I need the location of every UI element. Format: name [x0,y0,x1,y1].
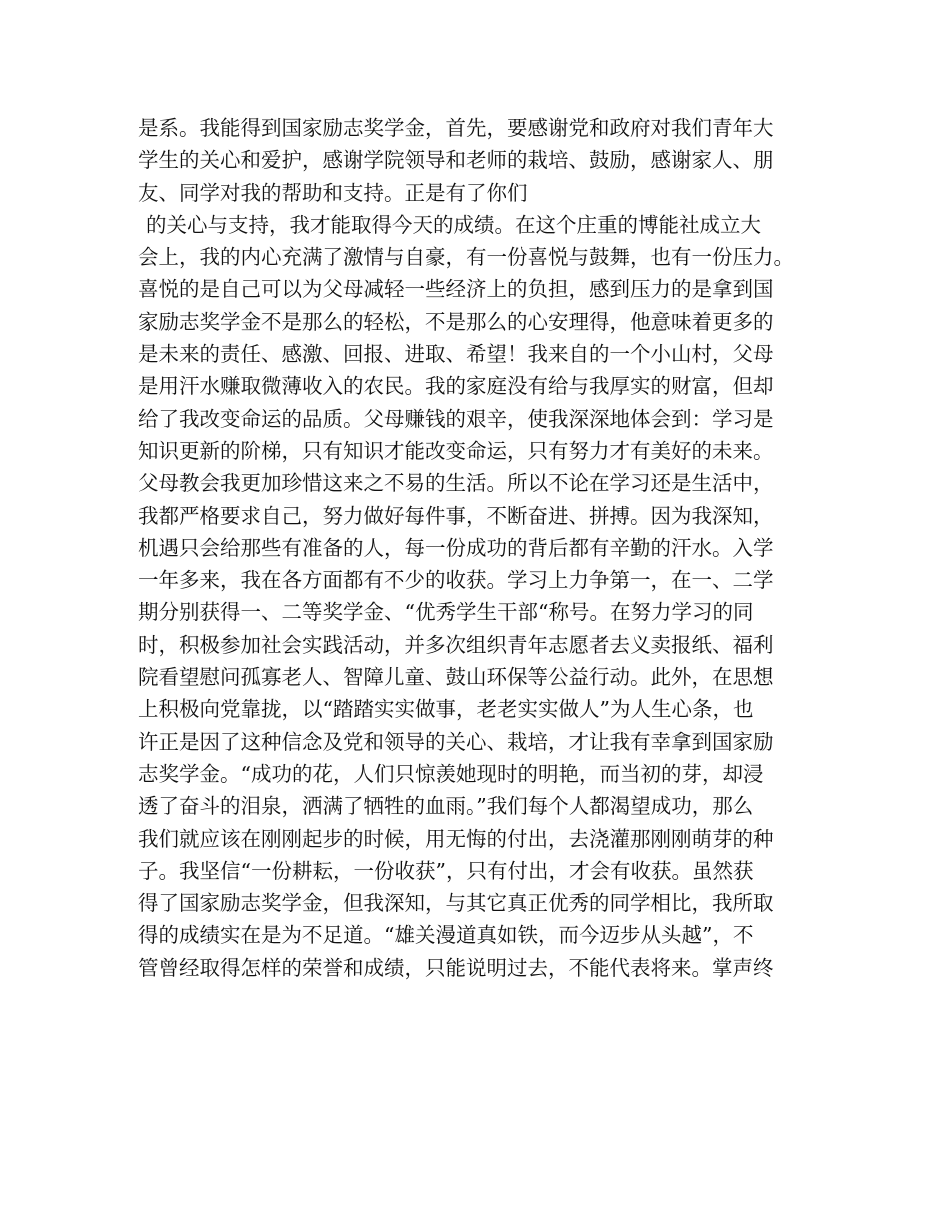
text-line: 许正是因了这种信念及党和领导的关心、栽培，才让我有幸拿到国家励 [138,729,774,754]
text-line: 友、同学对我的帮助和支持。正是有了你们 [138,180,528,205]
text-line: 给了我改变命运的品质。父母赚钱的艰辛，使我深深地体会到：学习是 [138,406,774,431]
text-line: 透了奋斗的泪泉，洒满了牺牲的血雨。”我们每个人都渴望成功，那么 [138,794,754,819]
text-line: 志奖学金。“成功的花，人们只惊羡她现时的明艳，而当初的芽，却浸 [138,761,764,786]
text-line: 我都严格要求自己，努力做好每件事，不断奋进、拼搏。因为我深知， [138,503,774,528]
text-line: 我们就应该在刚刚起步的时候，用无悔的付出，去浇灌那刚刚萌芽的种 [138,826,774,851]
text-line: 学生的关心和爱护，感谢学院领导和老师的栽培、鼓励，感谢家人、朋 [138,148,774,173]
text-line: 是未来的责任、感激、回报、进取、希望！我来自的一个小山村，父母 [138,342,774,367]
text-line: 父母教会我更加珍惜这来之不易的生活。所以不论在学习还是生活中， [138,471,774,496]
text-line: 机遇只会给那些有准备的人，每一份成功的背后都有辛勤的汗水。入学 [138,535,774,560]
text-line: 院看望慰问孤寡老人、智障儿童、鼓山环保等公益行动。此外，在思想 [138,665,774,690]
text-line: 得了国家励志奖学金，但我深知，与其它真正优秀的同学相比，我所取 [138,891,774,916]
text-line: 得的成绩实在是为不足道。“雄关漫道真如铁，而今迈步从头越”，不 [138,923,754,948]
text-line: 是系。我能得到国家励志奖学金，首先，要感谢党和政府对我们青年大 [138,116,774,140]
text-line: 知识更新的阶梯，只有知识才能改变命运，只有努力才有美好的未来。 [138,438,774,463]
text-line: 管曾经取得怎样的荣誉和成绩，只能说明过去，不能代表将来。掌声终 [138,955,774,980]
text-line: 时，积极参加社会实践活动，并多次组织青年志愿者去义卖报纸、福利 [138,632,774,657]
text-line: 喜悦的是自己可以为父母减轻一些经济上的负担，感到压力的是拿到国 [138,277,774,302]
text-line: 的关心与支持，我才能取得今天的成绩。在这个庄重的博能社成立大 [146,212,761,237]
text-line: 子。我坚信“一份耕耘，一份收获”，只有付出，才会有收获。虽然获 [138,858,754,883]
text-line: 会上，我的内心充满了激情与自豪，有一份喜悦与鼓舞，也有一份压力。 [138,245,794,270]
document-body [138,112,828,984]
text-line: 家励志奖学金不是那么的轻松，不是那么的心安理得，他意味着更多的 [138,309,774,334]
text-line: 期分别获得一、二等奖学金、“优秀学生干部“称号。在努力学习的同 [138,600,754,625]
text-line: 是用汗水赚取微薄收入的农民。我的家庭没有给与我厚实的财富，但却 [138,374,774,399]
text-line: 一年多来，我在各方面都有不少的收获。学习上力争第一，在一、二学 [138,568,774,593]
text-line: 上积极向党靠拢，以“踏踏实实做事，老老实实做人”为人生心条，也 [138,697,754,722]
